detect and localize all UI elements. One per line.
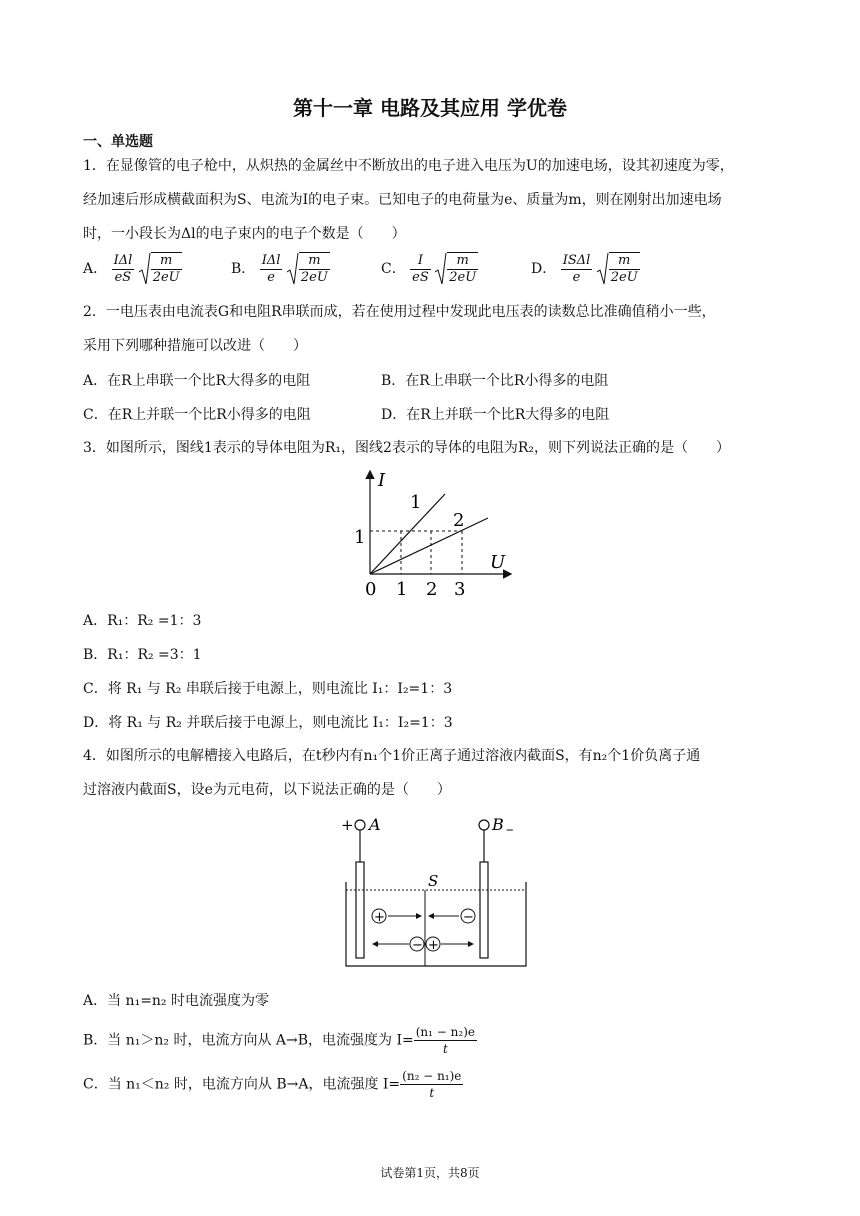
minus-sign: – [506, 820, 514, 838]
q1-option-c[interactable]: C． $\frac{I}{eS}$ $\frac{m}{2eU}$ [381, 252, 477, 285]
terminal-b [479, 820, 489, 830]
q3-line-1: 3．如图所示，图线1表示的导体电阻为R₁，图线2表示的导体的电阻为R₂，则下列说法正确的是（ ） [83, 440, 731, 456]
graph-line-2 [370, 518, 488, 574]
q2-option-d[interactable]: D．在R上并联一个比R大得多的电阻 [381, 407, 610, 423]
q4-line-2: 过溶液内截面S，设e为元电荷，以下说法正确的是（ ） [83, 782, 451, 798]
x-tick-3: 3 [454, 579, 466, 600]
q1-a-root: $\frac{m}{2eU}$ [139, 252, 182, 286]
q1-b-fraction: $\frac{\text{IΔl}}{e}$ [261, 252, 281, 285]
q2-line-1: 2．一电压表由电流表G和电阻R串联而成，若在使用过程中发现此电压表的读数总比准确值稍小一些， [83, 304, 716, 320]
plus-sign: + [341, 816, 354, 834]
iu-graph [340, 464, 530, 604]
electrolysis-cell-figure [336, 812, 536, 972]
electrode-b [480, 862, 488, 958]
x-axis-label: U [490, 552, 506, 573]
section-heading: 一、单选题 [83, 134, 153, 150]
q4-c-fraction: $\frac{\text{(n₂ − n₁)e}}{t}$ [402, 1069, 462, 1100]
q4-option-c[interactable]: C．当 n₁＜n₂ 时，电流方向从 B→A，电流强度 I= $\frac{\text{(n₂ − n₁)e}}{t}$ [83, 1069, 462, 1100]
x-tick-2: 2 [426, 579, 438, 600]
q3-option-c[interactable]: C．将 R₁ 与 R₂ 串联后接于电源上，则电流比 I₁：I₂=1：3 [83, 681, 453, 697]
label-b: B [492, 815, 504, 834]
q4-line-1: 4．如图所示的电解槽接入电路后，在t秒内有n₁个1价正离子通过溶液内截面S，有n₂个1价负离子通 [83, 748, 701, 764]
q1-a-fraction: $\frac{\text{IΔl}}{eS}$ [113, 252, 133, 285]
q2-option-c[interactable]: C．在R上并联一个比R小得多的电阻 [83, 407, 311, 423]
q1-d-fraction: $\frac{\text{ISΔl}}{e}$ [562, 252, 591, 285]
q2-line-2: 采用下列哪种措施可以改进（ ） [83, 338, 307, 354]
q1-option-a[interactable]: A． $\frac{\text{IΔl}}{eS}$ $\frac{m}{2eU}$ [83, 252, 180, 285]
page-footer: 试卷第1页，共8页 [380, 1166, 480, 1180]
q1-line-3: 时，一小段长为Δl的电子束内的电子个数是（ ） [83, 226, 406, 242]
q1-c-root: $\frac{m}{2eU}$ [435, 252, 478, 286]
q1-line-2: 经加速后形成横截面积为S、电流为I的电子束。已知电子的电荷量为e、质量为m，则在刚射出加速电场 [83, 192, 722, 208]
terminal-a [355, 820, 365, 830]
pos-ion-2: + [428, 938, 439, 953]
q4-b-fraction: $\frac{\text{(n₁ − n₂)e}}{t}$ [415, 1025, 475, 1056]
q1-option-d[interactable]: D． $\frac{\text{ISΔl}}{e}$ $\frac{m}{2eU}$ [531, 252, 638, 285]
line-1-label: 1 [410, 492, 422, 513]
y-tick-1: 1 [354, 527, 366, 548]
q1-option-b[interactable]: B． $\frac{\text{IΔl}}{e}$ $\frac{m}{2eU}$ [231, 252, 328, 285]
electrode-a [356, 862, 364, 958]
q1-line-1: 1．在显像管的电子枪中，从炽热的金属丝中不断放出的电子进入电压为U的加速电场，设其初速度为零， [83, 158, 734, 174]
q3-option-d[interactable]: D．将 R₁ 与 R₂ 并联后接于电源上，则电流比 I₁：I₂=1：3 [83, 715, 453, 731]
q1-b-root: $\frac{m}{2eU}$ [287, 252, 330, 286]
q4-option-a[interactable]: A．当 n₁=n₂ 时电流强度为零 [83, 993, 269, 1009]
q4-option-b[interactable]: B．当 n₁＞n₂ 时，电流方向从 A→B，电流强度为 I= $\frac{\text{(n₁ − n₂)e}}{t}$ [83, 1025, 475, 1056]
origin-label: 0 [365, 579, 377, 600]
neg-ion-1: − [463, 910, 474, 925]
q3-option-a[interactable]: A．R₁：R₂ =1：3 [83, 613, 202, 629]
q2-option-b[interactable]: B．在R上串联一个比R小得多的电阻 [381, 373, 609, 389]
label-s: S [428, 872, 439, 890]
q3-option-b[interactable]: B．R₁：R₂ =3：1 [83, 647, 202, 663]
q1-d-root: $\frac{m}{2eU}$ [597, 252, 640, 286]
q1-c-fraction: $\frac{I}{eS}$ [412, 252, 429, 285]
y-axis-label: I [378, 470, 386, 491]
neg-ion-2: − [412, 938, 423, 953]
line-2-label: 2 [453, 510, 465, 531]
q2-option-a[interactable]: A．在R上串联一个比R大得多的电阻 [83, 373, 311, 389]
graph-line-1 [370, 494, 445, 574]
label-a: A [369, 815, 381, 834]
x-tick-1: 1 [396, 579, 408, 600]
tank [346, 882, 526, 966]
pos-ion-1: + [374, 910, 385, 925]
page-title: 第十一章 电路及其应用 学优卷 [293, 96, 567, 120]
